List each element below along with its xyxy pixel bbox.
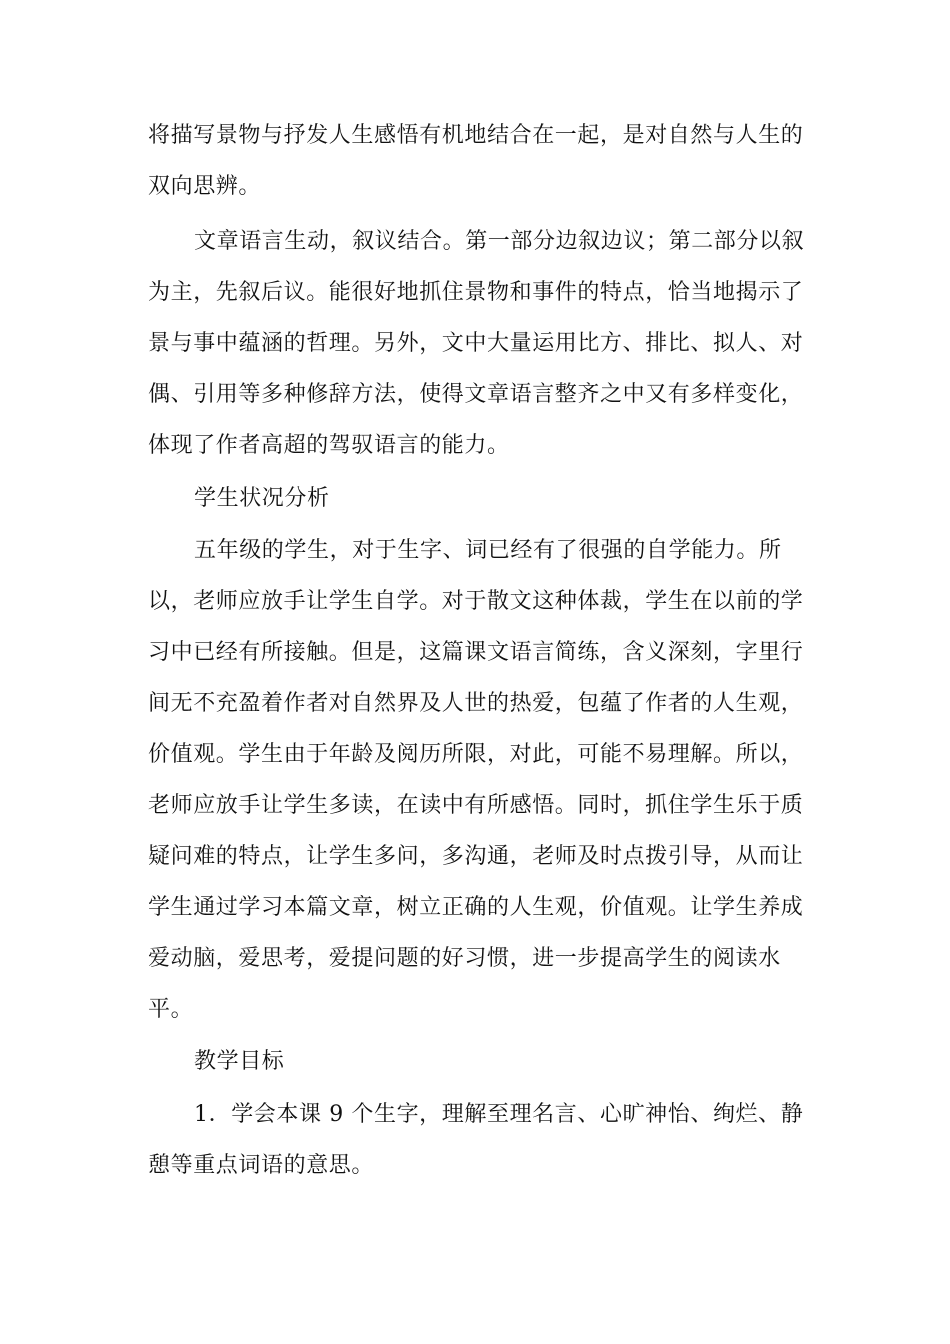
- section-heading: 教学目标: [194, 1049, 285, 1074]
- paragraph-line: 平。: [148, 997, 194, 1022]
- paragraph-line: 间无不充盈着作者对自然界及人世的热爱，包蕴了作者的人生观，: [148, 691, 804, 716]
- paragraph-line: 景与事中蕴涵的哲理。另外，文中大量运用比方、排比、拟人、对: [148, 331, 804, 356]
- paragraph-line: 将描写景物与抒发人生感悟有机地结合在一起，是对自然与人生的: [148, 123, 804, 148]
- paragraph-line: 疑问难的特点，让学生多问，多沟通，老师及时点拨引导，从而让: [148, 844, 804, 869]
- paragraph-line: 偶、引用等多种修辞方法，使得文章语言整齐之中又有多样变化，: [148, 382, 804, 407]
- paragraph-line: 爱动脑，爱思考，爱提问题的好习惯，进一步提高学生的阅读水: [148, 946, 781, 971]
- paragraph-line: 文章语言生动，叙议结合。第一部分边叙边议；第二部分以叙: [194, 229, 805, 254]
- paragraph-line: 憩等重点词语的意思。: [148, 1153, 375, 1178]
- paragraph-line: 学生通过学习本篇文章，树立正确的人生观，价值观。让学生养成: [148, 895, 804, 920]
- paragraph-line: 价值观。学生由于年龄及阅历所限，对此，可能不易理解。所以，: [148, 742, 804, 767]
- paragraph-line: 习中已经有所接触。但是，这篇课文语言简练，含义深刻，字里行: [148, 640, 804, 665]
- paragraph-line: 老师应放手让学生多读，在读中有所感悟。同时，抓住学生乐于质: [148, 793, 804, 818]
- paragraph-line: 体现了作者高超的驾驭语言的能力。: [148, 433, 510, 458]
- paragraph-line: 双向思辨。: [148, 174, 262, 199]
- paragraph-line: 以，老师应放手让学生自学。对于散文这种体裁，学生在以前的学: [148, 589, 804, 614]
- paragraph-line: 1．学会本课 9 个生字，理解至理名言、心旷神怡、绚烂、静: [194, 1102, 804, 1127]
- paragraph-line: 为主，先叙后议。能很好地抓住景物和事件的特点，恰当地揭示了: [148, 280, 804, 305]
- paragraph-line: 五年级的学生，对于生字、词已经有了很强的自学能力。所: [194, 538, 782, 563]
- section-heading: 学生状况分析: [194, 486, 330, 511]
